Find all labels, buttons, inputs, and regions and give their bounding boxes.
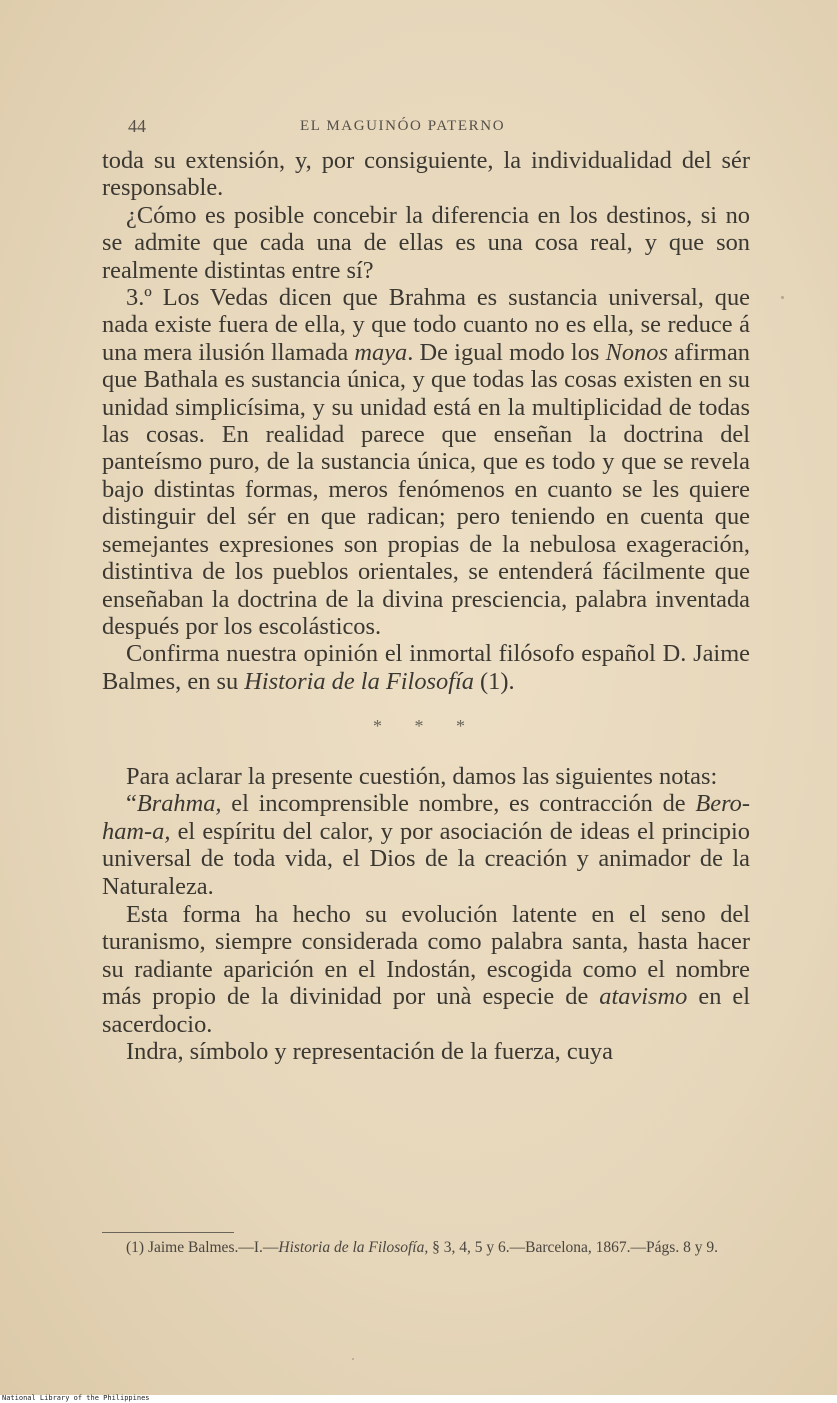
- paragraph-notes-intro: Para aclarar la presente cuestión, damos las siguientes notas:: [126, 762, 718, 790]
- body-text: [102, 147, 750, 1066]
- page-header: [128, 116, 628, 140]
- page-number: 44: [128, 116, 146, 136]
- paragraph-vedas: 3.º Los Vedas dicen que Brahma es sustancia universal, que nada existe fuera de ella, y que todo cuanto no es ella, se reduce á una mera ilusión llamada maya. De igual modo los Nonos afirman que Bathala es sustancia única, y que todas las cosas existen en su unidad simplicísima, y su unidad está en la multiplicidad de todas las cosas. En realidad parece que enseñan la doctrina del panteísmo puro, de la sustancia única, que es todo y que se revela bajo distintas formas, meros fenómenos en cuanto se les quiere distinguir del sér en que radican; pero teniendo en cuenta que semejantes expresiones son propias de la nebulosa exageración, distintiva de los pueblos orientales, se entenderá fácilmente que enseñaban la doctrina de la divina presciencia, palabra inventada después por los escolásticos.: [102, 284, 750, 640]
- notes-section: [102, 763, 750, 1067]
- credit-bar: [0, 1395, 837, 1403]
- paragraph-indra: Indra, símbolo y representación de la fuerza, cuya: [126, 1038, 613, 1066]
- paragraph-brahma: “Brahma, el incomprensible nombre, es contracción de Bero-ham-a, el espíritu del calor, y por asociación de ideas el principio universal de toda vida, el Dios de la creación y animador de la Naturaleza.: [102, 790, 750, 900]
- library-credit: National Library of the Philippines: [2, 1394, 150, 1402]
- footnote-rule: [102, 1232, 234, 1233]
- paragraph-balmes: Confirma nuestra opinión el inmortal filósofo español D. Jaime Balmes, en su Historia de la Filosofía (1).: [102, 640, 750, 695]
- paragraph-turanismo: Esta forma ha hecho su evolución latente en el seno del turanismo, siempre considerada como palabra santa, hasta hacer su radiante aparición en el Indostán, escogida como el nombre más propio de la divinidad por unà especie de atavismo en el sacerdocio.: [102, 900, 750, 1038]
- section-separator: * * *: [373, 716, 479, 737]
- paper-speck: [781, 296, 784, 299]
- running-title: EL MAGUINÓO PATERNO: [300, 118, 506, 134]
- footnote: (1) Jaime Balmes.—I.—Historia de la Filosofía, § 3, 4, 5 y 6.—Barcelona, 1867.—Págs. 8 y 9.: [126, 1239, 718, 1256]
- paper-speck: [352, 1358, 354, 1360]
- paragraph-question: ¿Cómo es posible concebir la diferencia en los destinos, si no se admite que cada una de ellas es una cosa real, y que son realmente distintas entre sí?: [102, 201, 750, 284]
- paragraph-continuation: toda su extensión, y, por consiguiente, la individualidad del sér responsable.: [102, 147, 750, 202]
